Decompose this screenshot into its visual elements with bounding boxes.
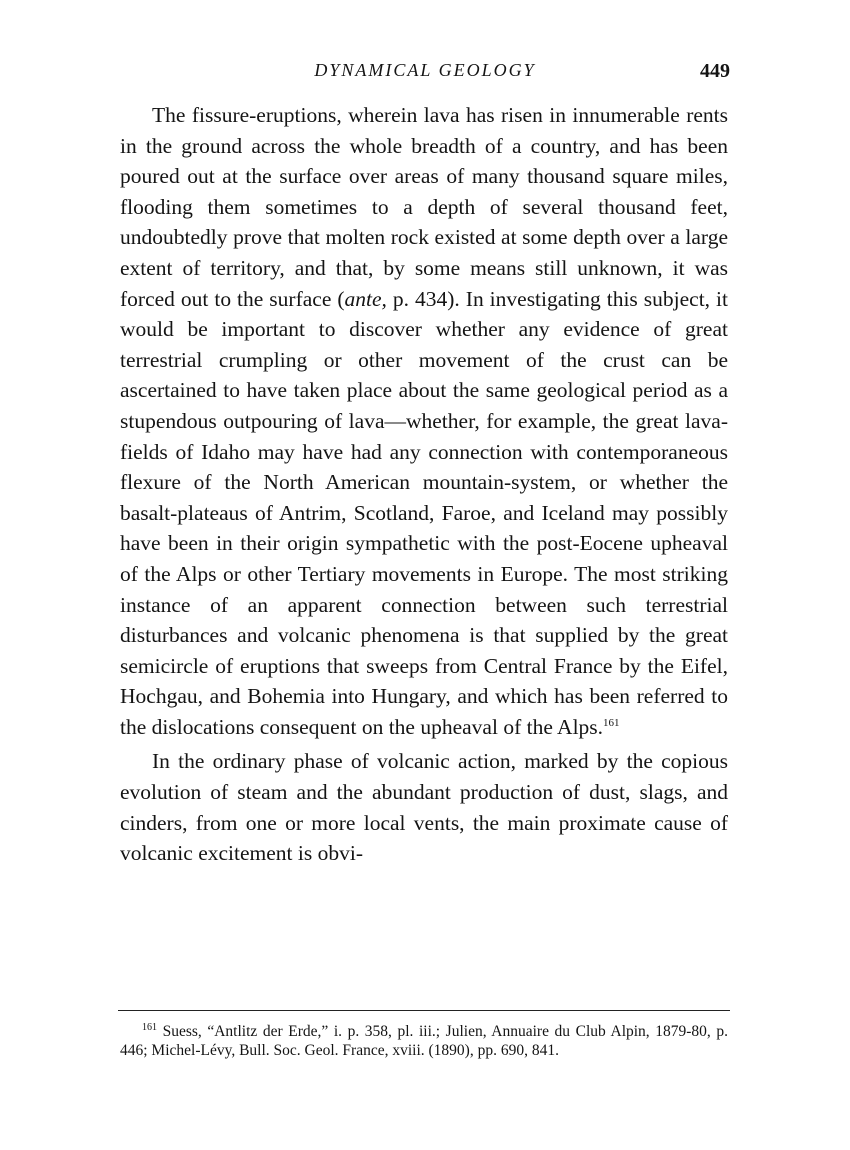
- main-text: [120, 100, 728, 869]
- page-number: 449: [700, 60, 730, 82]
- paragraph-1: [120, 100, 728, 742]
- footnote-text: Suess, “Antlitz der Erde,” i. p. 358, pl. iii.; Julien, Annuaire du Club Alpin, 1879-80, p. 446; Michel-Lévy, Bull. Soc. Geol. France, xviii. (1890), pp. 690, 841.: [120, 1023, 728, 1059]
- footnote-divider: [118, 1010, 730, 1011]
- footnote-number: 161: [142, 1021, 157, 1033]
- footnote-reference: 161: [603, 716, 620, 729]
- paragraph-1-text-continued: p. 434). In investigating this subject, it would be important to discover whether any evidence of great terrestrial crumpling or other movement of the crust can be ascertained to have taken place about the same geological period as a stupendous outpouring of lava—whether, for example, the great lava-fields of Idaho may have had any connection with contemporaneous flexure of the North American mountain-system, or whether the basalt-plateaus of Antrim, Scotland, Faroe, and Iceland may possibly have been in their origin sympathetic with the post-Eocene upheaval of the Alps or other Tertiary movements in Europe. The most striking instance of an apparent connection between such terrestrial disturbances and volcanic phenomena is that supplied by the great semicircle of eruptions that sweeps from Central France by the Eifel, Hochgau, and Bohemia into Hungary, and which has been referred to the dislocations consequent on the upheaval of the Alps.: [120, 286, 728, 739]
- page-header: [120, 60, 730, 90]
- paragraph-2: [120, 746, 728, 868]
- running-title: DYNAMICAL GEOLOGY: [314, 60, 536, 80]
- cross-reference: ante,: [344, 286, 387, 311]
- paragraph-1-text: The fissure-eruptions, wherein lava has risen in innumerable rents in the ground across the whole breadth of a country, and has been poured out at the surface over areas of many thousand square miles, flooding them sometimes to a depth of several thousand feet, undoubtedly prove that molten rock existed at some depth over a large extent of territory, and that, by some means still unknown, it was forced out to the surface (: [120, 103, 728, 311]
- paragraph-2-text: In the ordinary phase of volcanic action, marked by the copious evolution of steam and the abundant production of dust, slags, and cinders, from one or more local vents, the main proximate cause of volcanic excitement is obvi-: [120, 749, 728, 866]
- footnote: [120, 1022, 728, 1060]
